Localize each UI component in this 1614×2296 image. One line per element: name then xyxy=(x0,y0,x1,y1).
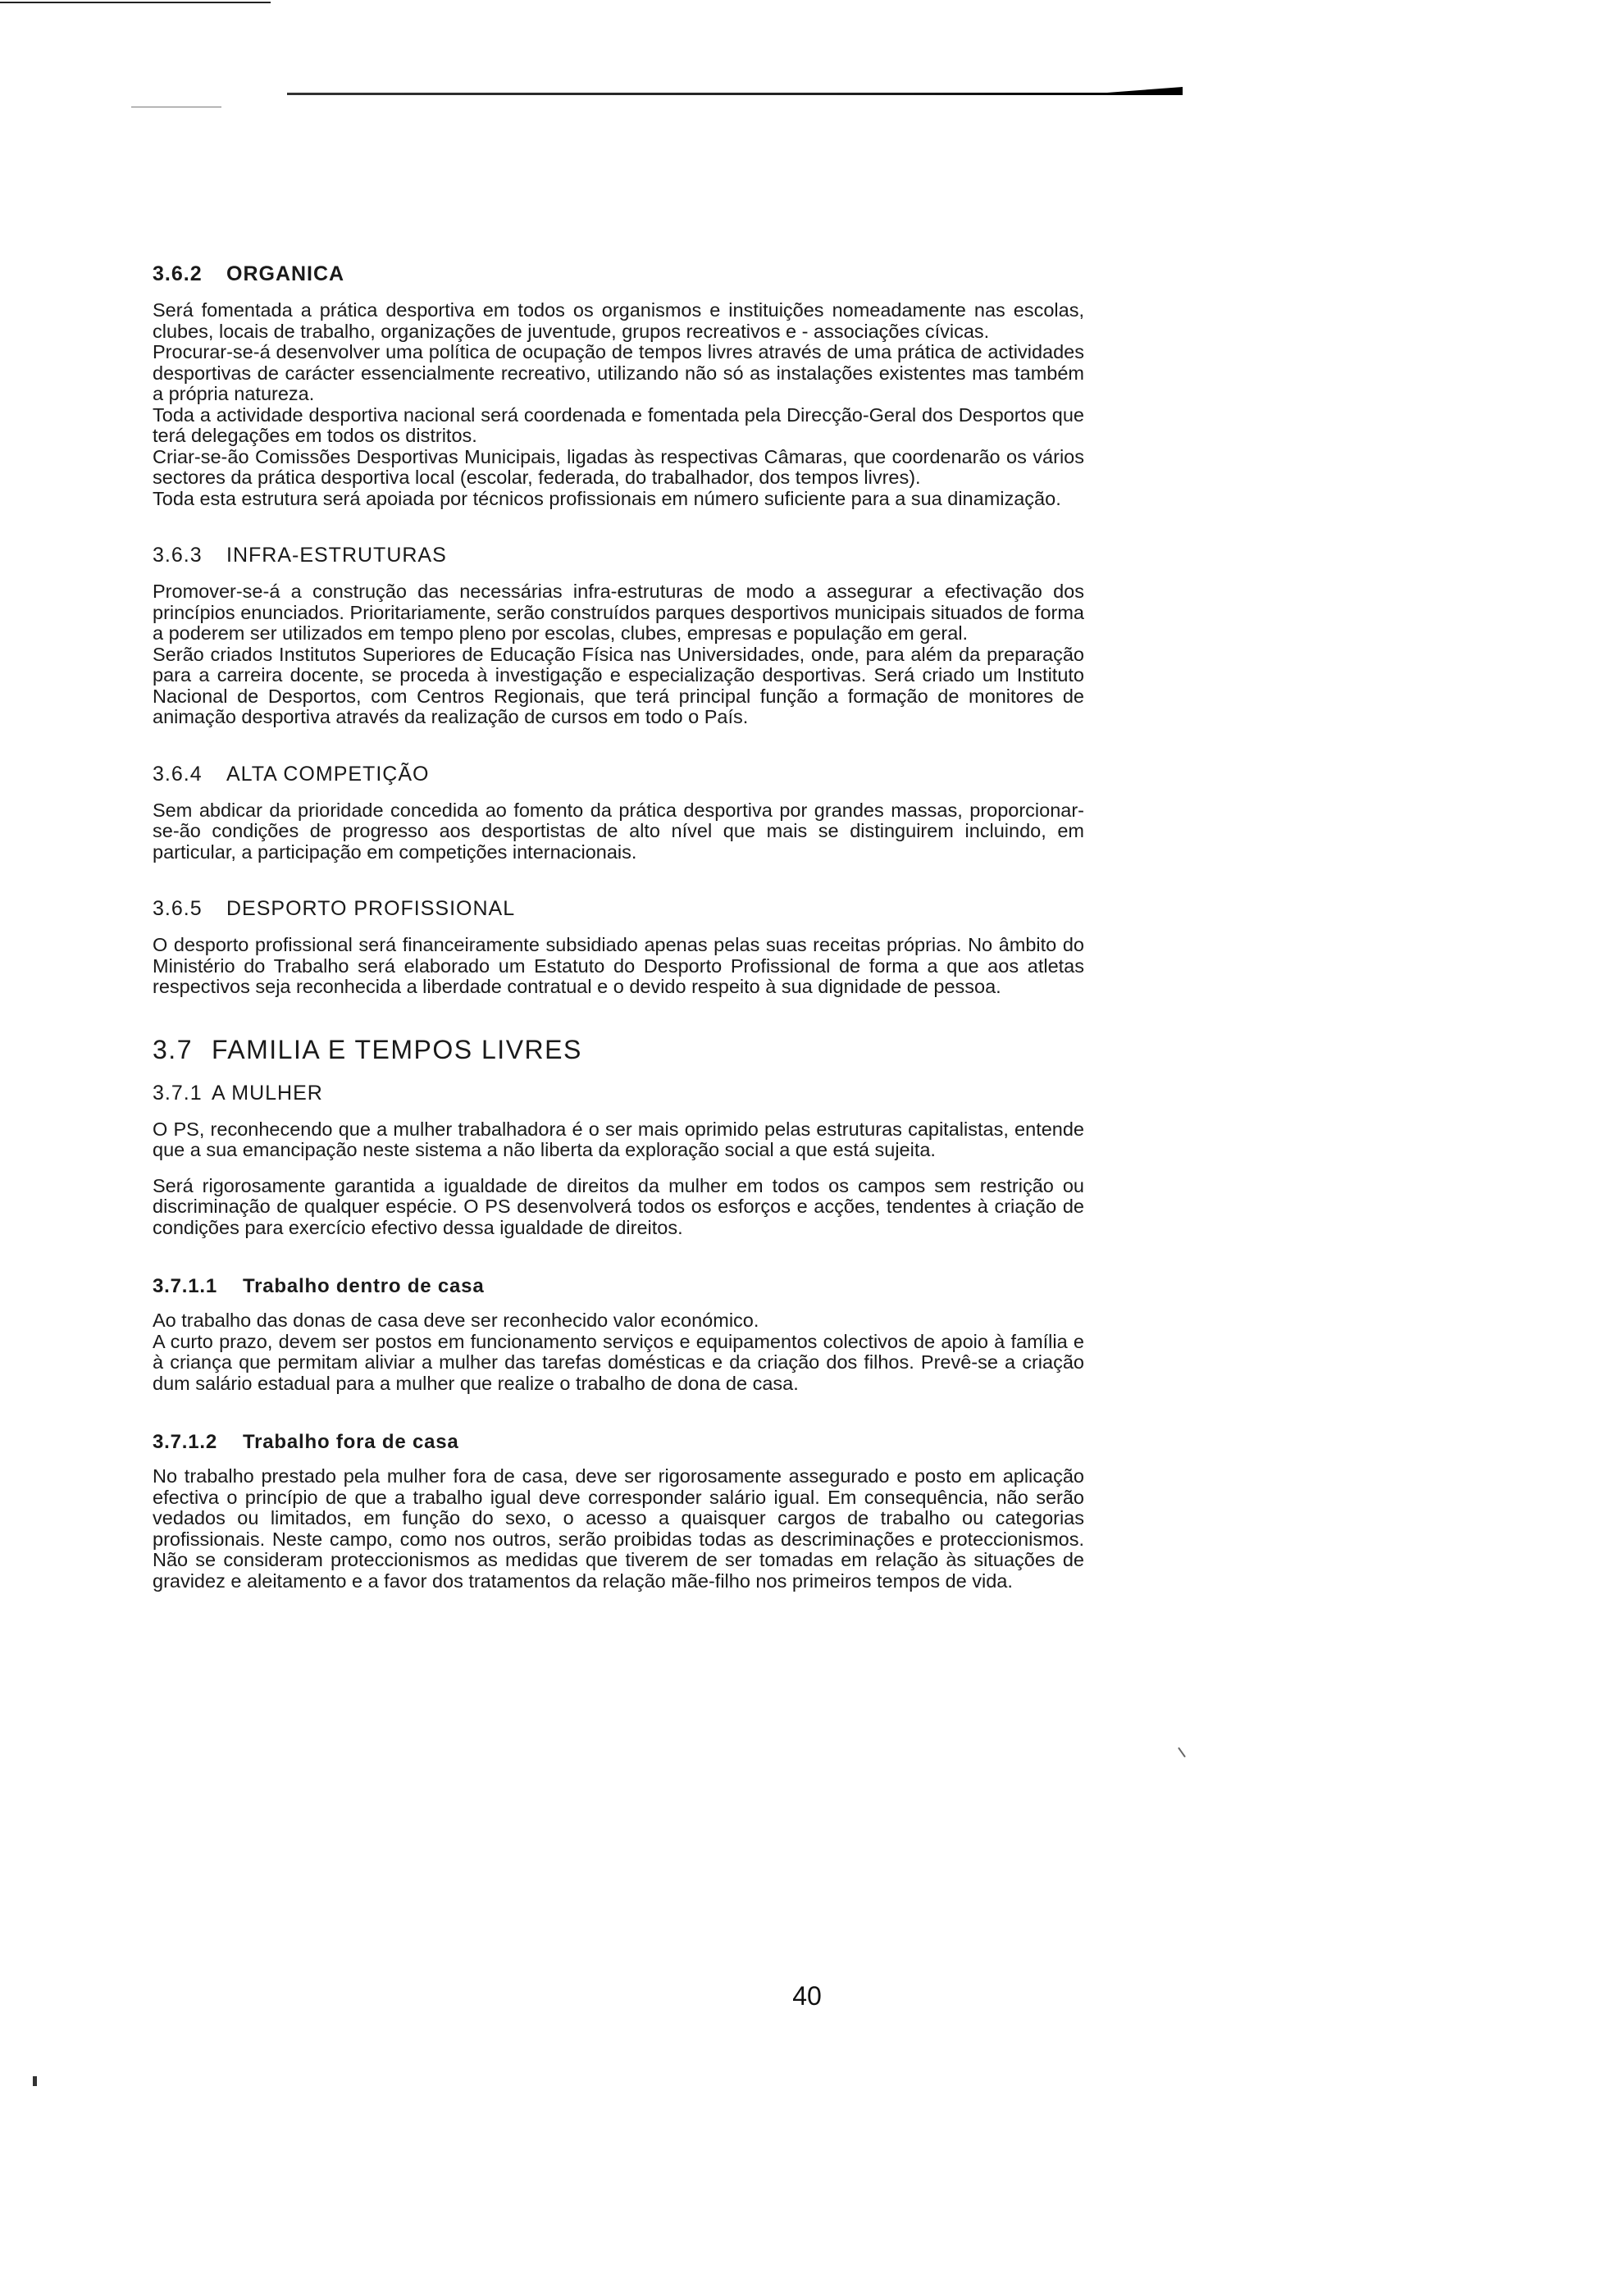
section-heading xyxy=(153,542,1084,568)
section-organica xyxy=(153,261,1084,509)
subsection-heading xyxy=(153,1080,1084,1106)
paragraph: Criar-se-ão Comissões Desportivas Municipais, ligadas às respectivas Câmaras, que coordenarão os vários sectores da prática desportiva local (escolar, federada, do trabalhador, dos tempos livres). xyxy=(153,445,1084,488)
paragraph: Será rigorosamente garantida a igualdade de direitos da mulher em todos os campos sem restrição ou discriminação de qualquer espécie. O PS desenvolverá todos os esforços e acções, tendentes à criação de condições para exercício efectivo dessa igualdade de direitos. xyxy=(153,1174,1084,1238)
subsubsection-fora-de-casa xyxy=(153,1430,1084,1592)
section-title: DESPORTO PROFISSIONAL xyxy=(226,897,516,920)
subsubsection-number: 3.7.1.2 xyxy=(153,1431,217,1453)
subsection-number: 3.7.1 xyxy=(153,1081,203,1105)
section-title: INFRA-ESTRUTURAS xyxy=(226,544,447,567)
paragraph: Promover-se-á a construção das necessárias infra-estruturas de modo a assegurar a efectivação dos princípios enunciados. Prioritariamente, serão construídos parques desportivos municipais situados de forma a poderem ser utilizados em tempo pleno por escolas, clubes, empresas e população em geral. xyxy=(153,581,1084,644)
section-desporto-profissional xyxy=(153,895,1084,998)
subsubsection-heading xyxy=(153,1430,1084,1455)
paragraph: Ao trabalho das donas de casa deve ser reconhecido valor económico. xyxy=(153,1310,759,1331)
subsubsection-number: 3.7.1.1 xyxy=(153,1275,217,1297)
subsection-title: A MULHER xyxy=(212,1081,323,1105)
section-number: 3.6.4 xyxy=(153,762,203,786)
subsubsection-heading xyxy=(153,1274,1084,1299)
paragraph: O PS, reconhecendo que a mulher trabalhadora é o ser mais oprimido pelas estruturas capitalistas, entende que a sua emancipação neste sistema a não liberta da exploração social a que está sujeita. xyxy=(153,1118,1084,1160)
chapter-title: FAMILIA E TEMPOS LIVRES xyxy=(212,1034,582,1064)
subsection-a-mulher xyxy=(153,1080,1084,1239)
document-body xyxy=(153,261,1084,1592)
paragraph: Será fomentada a prática desportiva em todos os organismos e instituições nomeadamente nas escolas, clubes, locais de trabalho, organizações de juventude, grupos recreativos e - associações cívicas. xyxy=(153,299,1084,342)
paragraph: Serão criados Institutos Superiores de Educação Física nas Universidades, onde, para além da preparação para a carreira docente, se proceda à investigação e especialização desportivas. Será criado um Instituto Nacional de Desportos, com Centros Regionais, que terá principal função a formação de monitores de animação desportiva através da realização de cursos em todo o País. xyxy=(153,643,1084,727)
section-heading xyxy=(153,261,1084,287)
chapter-familia xyxy=(153,1034,1084,1065)
header-rule xyxy=(287,93,1181,95)
scan-speck xyxy=(1178,1747,1186,1758)
page-number: 40 xyxy=(792,1981,822,2011)
subsubsection-title: Trabalho dentro de casa xyxy=(243,1275,485,1297)
paragraph: A curto prazo, devem ser postos em funcionamento serviços e equipamentos colectivos de apoio à família e à criança que permitam aliviar a mulher das tarefas domésticas e da criação dos filhos. Prevê-se a criação dum salário estadual para a mulher que realize o trabalho de dona de casa. xyxy=(153,1330,1084,1394)
chapter-heading xyxy=(153,1034,1084,1065)
paragraph: Toda a actividade desportiva nacional será coordenada e fomentada pela Direcção-Geral dos Desportos que terá delegações em todos os distritos. xyxy=(153,403,1084,446)
scan-speck xyxy=(33,2076,37,2086)
section-heading xyxy=(153,895,1084,922)
paragraph: Toda esta estrutura será apoiada por técnicos profissionais em número suficiente para a sua dinamização. xyxy=(153,487,1061,509)
paragraph: Procurar-se-á desenvolver uma política de ocupação de tempos livres através de uma prática de actividades desportivas de carácter essencialmente recreativo, utilizando não só as instalações existentes mas também a própria natureza. xyxy=(153,341,1084,404)
chapter-number: 3.7 xyxy=(153,1034,193,1064)
section-heading xyxy=(153,761,1084,787)
section-alta-competicao xyxy=(153,761,1084,863)
header-rule-end xyxy=(1107,87,1183,95)
subsubsection-title: Trabalho fora de casa xyxy=(243,1431,459,1453)
paragraph: No trabalho prestado pela mulher fora de casa, deve ser rigorosamente assegurado e posto em aplicação efectiva o princípio de que a trabalho igual deve corresponder salário igual. Em consequência, não serão vedados ou limitados, em função do sexo, o acesso a quaisquer cargos de trabalho ou categorias profissionais. Neste campo, como nos outros, serão proibidas todas as descriminações e proteccionismos. Não se consideram proteccionismos as medidas que tiverem de ser tomadas em relação às situações de gravidez e aleitamento e a favor dos tratamentos da relação mãe-filho nos primeiros tempos de vida. xyxy=(153,1465,1084,1592)
section-number: 3.6.3 xyxy=(153,544,203,567)
paragraph: Sem abdicar da prioridade concedida ao fomento da prática desportiva por grandes massas, proporcionar-se-ão condições de progresso aos desportistas de alto nível que mais se distinguirem incluindo, em particular, a participação em competições internacionais. xyxy=(153,799,1084,863)
section-number: 3.6.2 xyxy=(153,262,203,285)
paragraph: O desporto profissional será financeiramente subsidiado apenas pelas suas receitas próprias. No âmbito do Ministério do Trabalho será elaborado um Estatuto do Desporto Profissional de forma a que aos atletas respectivos seja reconhecida a liberdade contratual e o devido respeito à sua dignidade de pessoa. xyxy=(153,934,1084,997)
section-title: ALTA COMPETIÇÃO xyxy=(226,762,430,786)
section-number: 3.6.5 xyxy=(153,897,203,920)
section-infra-estruturas xyxy=(153,542,1084,728)
scan-edge-line xyxy=(0,2,271,3)
section-title: ORGANICA xyxy=(226,262,345,285)
subsubsection-dentro-de-casa xyxy=(153,1274,1084,1394)
